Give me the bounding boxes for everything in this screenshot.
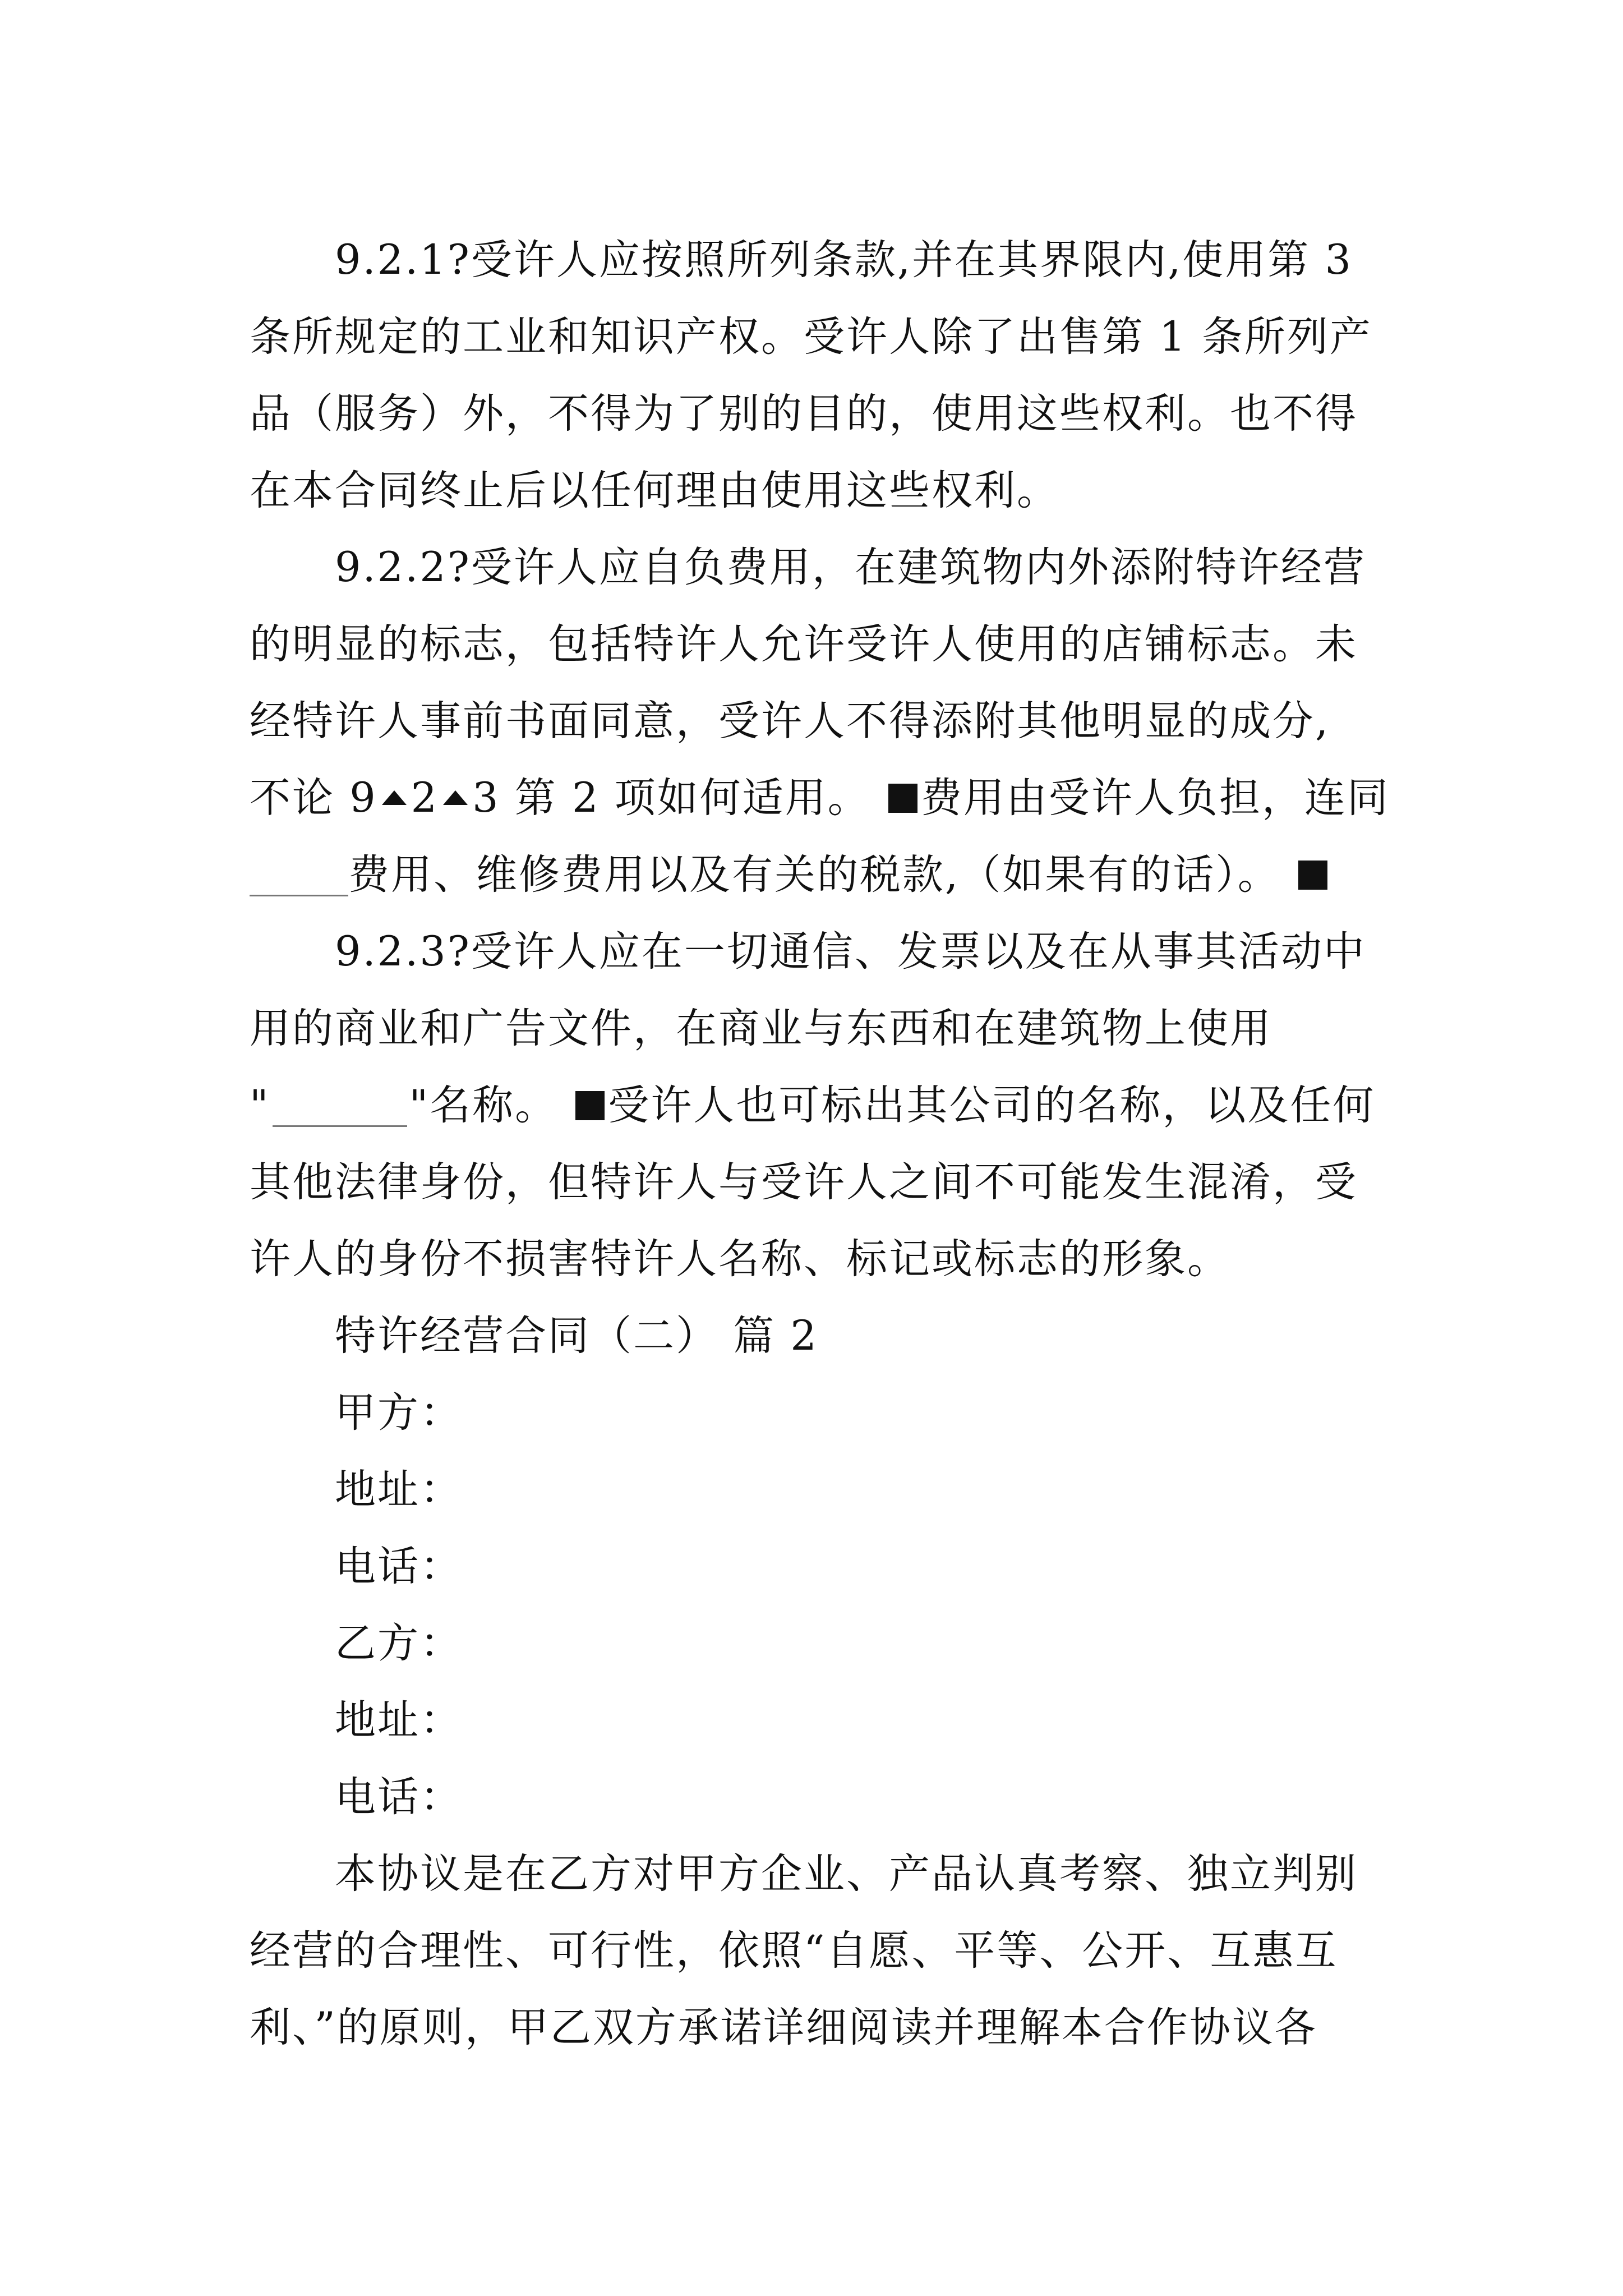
clause-9-2-3-line-2: 用的商业和广告文件，在商业与东西和在建筑物上使用 (250, 1005, 1272, 1052)
clause-9-2-2-line-4-part-d: 费用由受许人负担，连同 (920, 774, 1390, 822)
clause-9-2-3-line-4: 其他法律身份，但特许人与受许人之间不可能发生混淆，受 (250, 1158, 1358, 1206)
blank-fill-field (250, 848, 348, 896)
black-square-icon (575, 1091, 605, 1120)
clause-9-2-1-line-4: 在本合同终止后以任何理由使用这些权利。 (250, 467, 1059, 514)
clause-9-2-3-line-1: 9.2.3?受许人应在一切通信、发票以及在从事其活动中 (335, 928, 1366, 976)
document-body (250, 222, 1394, 2066)
black-square-icon (888, 784, 917, 813)
clause-9-2-2-line-4-part-c: 3 第 2 项如何适用。 (472, 774, 870, 822)
clause-9-2-1-line-3: 品（服务）外，不得为了别的目的，使用这些权利。也不得 (250, 390, 1358, 438)
clause-9-2-1-line-2: 条所规定的工业和知识产权。受许人除了出售第 1 条所列产 (250, 313, 1372, 361)
black-square-icon (1298, 861, 1327, 890)
clause-9-2-3-line-3-text: 受许人也可标出其公司的名称，以及任何 (608, 1082, 1376, 1129)
clause-9-2-2-line-5-text: 费用、维修费用以及有关的税款,（如果有的话）。 (348, 851, 1280, 899)
party-b-label: 乙方： (335, 1619, 463, 1667)
clause-9-2-2-line-5 (250, 836, 1394, 913)
open-quote: " (250, 1082, 270, 1129)
party-a-phone-label: 电话： (335, 1543, 463, 1590)
clause-9-2-3-line-3 (250, 1067, 1394, 1144)
party-b-phone-label: 电话： (335, 1773, 463, 1821)
agreement-intro-line-3: 利、”的原则，甲乙双方承诺详细阅读并理解本合作协议各 (250, 2004, 1317, 2051)
blank-fill-field (273, 1078, 407, 1127)
section-heading: 特许经营合同（二） 篇 2 (335, 1312, 818, 1360)
clause-9-2-2-line-3: 经特许人事前书面同意，受许人不得添附其他明显的成分, (250, 697, 1330, 745)
party-a-address-label: 地址： (335, 1466, 463, 1513)
clause-9-2-2-line-1: 9.2.2?受许人应自负费用，在建筑物内外添附特许经营 (335, 544, 1366, 591)
close-quote-name-label: "名称。 (409, 1082, 558, 1129)
clause-9-2-2-line-4 (250, 760, 1394, 836)
agreement-intro-line-1: 本协议是在乙方对甲方企业、产品认真考察、独立判别 (335, 1850, 1358, 1898)
clause-9-2-3-line-5: 许人的身份不损害特许人名称、标记或标志的形象。 (250, 1235, 1230, 1283)
party-a-label: 甲方： (335, 1389, 463, 1437)
clause-9-2-2-line-4-part-a: 不论 9 (250, 774, 377, 822)
caret-icon (443, 790, 468, 805)
clause-9-2-1-line-1: 9.2.1?受许人应按照所列条款,并在其界限内,使用第 3 (335, 236, 1353, 284)
clause-9-2-2-line-2: 的明显的标志，包括特许人允许受许人使用的店铺标志。未 (250, 620, 1358, 668)
agreement-intro-line-2: 经营的合理性、可行性，依照“自愿、平等、公开、互惠互 (250, 1927, 1338, 1975)
clause-9-2-2-line-4-part-b: 2 (411, 774, 439, 822)
caret-icon (382, 790, 407, 805)
party-b-address-label: 地址： (335, 1696, 463, 1744)
